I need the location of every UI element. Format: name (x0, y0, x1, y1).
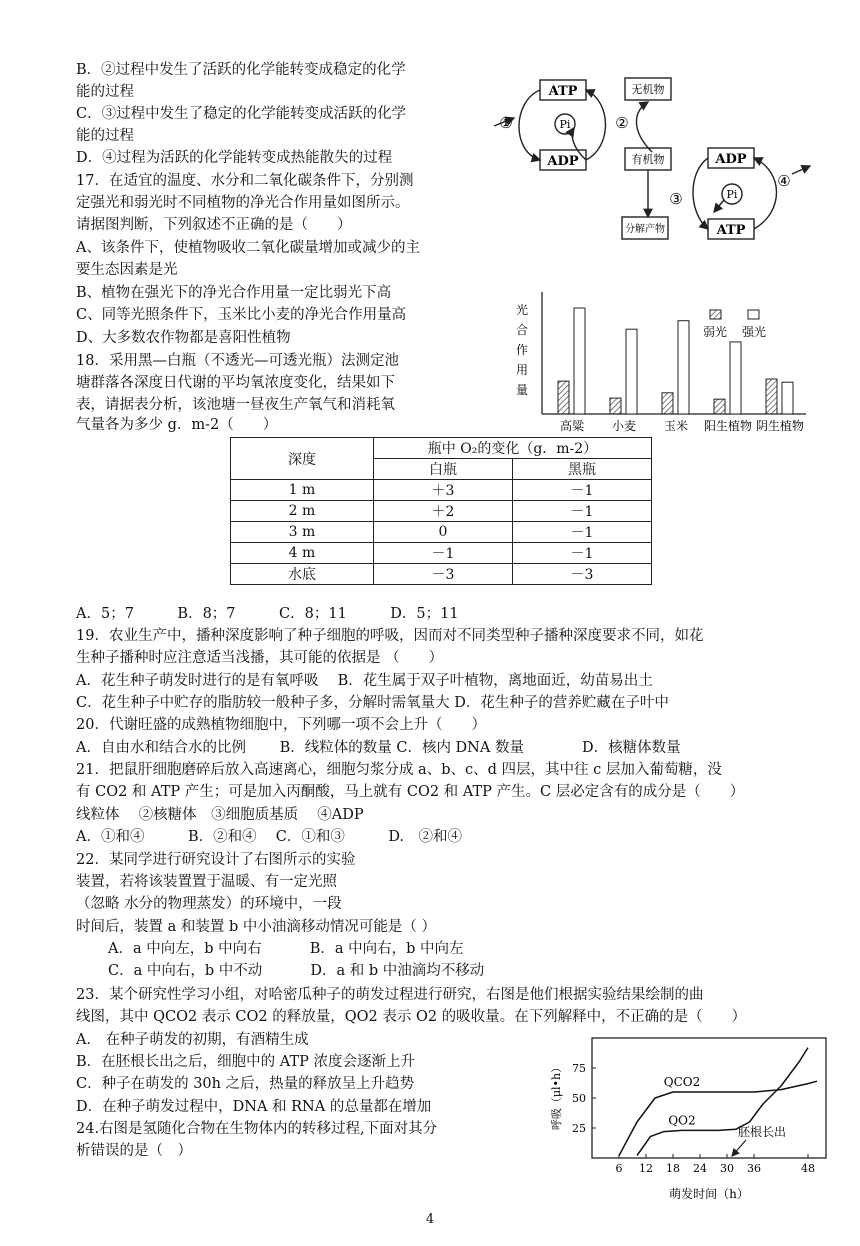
q17-stem-line3: 请据图判断，下列叙述不正确的是（ ） (76, 217, 352, 233)
q16-option-b-line1: B．②过程中发生了活跃的化学能转变成稳定的化学 (76, 62, 406, 78)
q16-option-c-line2: 能的过程 (76, 128, 134, 144)
q19-options-ab: A．花生种子萌发时进行的是有氧呼吸 B．花生属于双子叶植物，离地面近，幼苗易出土 (76, 673, 653, 689)
table-header-change: 瓶中 O₂的变化（g．m-2） (374, 438, 652, 459)
q23-option-d: D．在种子萌发过程中，DNA 和 RNA 的总量都在增加 (76, 1099, 432, 1115)
photosynthesis-bar-chart (510, 290, 810, 438)
bar-strong-0 (574, 308, 585, 414)
bar-weak-0 (558, 381, 569, 414)
process-2-label: ② (615, 114, 629, 132)
x-tick-label: 24 (693, 1162, 707, 1175)
adp-label-right: ADP (715, 152, 747, 167)
bar-y-axis-label-char: 量 (515, 383, 529, 397)
respiration-line-chart (548, 1034, 838, 1206)
q20-stem: 20．代谢旺盛的成熟植物细胞中，下列哪一项不会上升（ ） (76, 717, 486, 733)
q22-stem-line4: 时间后，装置 a 和装置 b 中小油滴移动情况可能是（ ） (76, 919, 436, 935)
q17-stem-line1: 17．在适宜的温度、水分和二氧化碳条件下，分别测 (76, 173, 414, 189)
bar-category-label: 玉米 (663, 419, 689, 433)
table-row (231, 480, 652, 501)
table-row (231, 522, 652, 543)
legend-weak-swatch (710, 310, 721, 319)
table-row (231, 543, 652, 564)
bar-y-axis-label-char: 合 (515, 323, 529, 337)
q23-stem-line1: 23．某个研究性学习小组，对哈密瓜种子的萌发过程进行研究，右图是他们根据实验结果绘制的曲 (76, 987, 704, 1003)
bar-weak-1 (610, 398, 621, 414)
oxygen-table (230, 437, 652, 585)
q21-stem-line1: 21．把鼠肝细胞磨碎后放入高速离心，细胞匀浆分成 a、b、c、d 四层，其中往 c 层加入葡萄糖，没 (76, 762, 722, 778)
x-tick-label: 12 (639, 1162, 653, 1175)
q23-option-b: B．在胚根长出之后，细胞中的 ATP 浓度会逐渐上升 (76, 1054, 415, 1070)
annotation-arrow (732, 1140, 746, 1156)
series-label-qo2: QO2 (668, 1113, 696, 1128)
q19-options-cd: C．花生种子中贮存的脂肪较一般种子多，分解时需氧量大 D．花生种子的营养贮藏在子叶中 (76, 695, 669, 711)
process-1-label: ① (499, 114, 513, 132)
cell-white: －1 (374, 543, 513, 564)
table-row (231, 501, 652, 522)
cell-depth: 4 m (231, 543, 374, 564)
y-tick-label: 25 (572, 1122, 586, 1135)
inorganic-label: 无机物 (631, 83, 665, 96)
table-header-white: 白瓶 (374, 459, 513, 480)
cell-white: －3 (374, 564, 513, 585)
q17-option-d: D、大多数农作物都是喜阳性植物 (76, 330, 291, 346)
atp-label-top: ATP (548, 84, 578, 99)
bar-y-axis-label-char: 作 (515, 343, 529, 357)
pi-label-right: Pi (726, 188, 738, 201)
q23-stem-line2: 线图，其中 QCO2 表示 CO2 的释放量，QO2 表示 O2 的吸收量。在下列解释中，不正确的是（ ） (76, 1009, 747, 1025)
y-tick-label: 50 (572, 1092, 586, 1105)
table-row (231, 564, 652, 585)
q21-stem-line2: 有 CO2 和 ATP 产生；可是加入丙酮酸，马上就有 CO2 和 ATP 产生。C 层必定含有的成分是（ ） (76, 784, 745, 800)
q17-option-b: B、植物在强光下的净光合作用量一定比弱光下高 (76, 285, 392, 301)
page-number: 4 (425, 1212, 435, 1227)
q24-stem-line2: 析错误的是（ ） (76, 1143, 192, 1159)
cell-black: －3 (513, 564, 652, 585)
annotation-radicle: 胚根长出 (738, 1125, 787, 1139)
line-x-axis-label: 萌发时间（h） (669, 1187, 749, 1201)
q22-options-cd: C．a 中向右，b 中不动 D．a 和 b 中油滴均不移动 (108, 963, 485, 979)
q19-stem-line1: 19．农业生产中，播种深度影响了种子细胞的呼吸，因而对不同类型种子播种深度要求不同，如花 (76, 628, 704, 644)
q23-option-a: A． 在种子萌发的初期，有酒精生成 (76, 1032, 309, 1048)
cell-black: －1 (513, 480, 652, 501)
q18-stem-line1: 18．采用黑—白瓶（不透光—可透光瓶）法测定池 (76, 353, 399, 369)
q18-stem-line3: 表，请据表分析，该池塘一昼夜生产氧气和消耗氧 (76, 397, 395, 413)
legend-strong-swatch (748, 310, 759, 319)
q16-option-b-line2: 能的过程 (76, 84, 134, 100)
table-header-black: 黑瓶 (513, 459, 652, 480)
q18-options: A．5；7 B．8；7 C．8；11 D．5；11 (76, 606, 459, 622)
x-tick-label: 36 (747, 1162, 761, 1175)
atp-label-right: ATP (716, 223, 746, 238)
series-label-qco2: QCO2 (663, 1075, 701, 1089)
q18-stem-line2: 塘群落各深度日代谢的平均氧浓度变化，结果如下 (76, 375, 395, 391)
organic-label: 有机物 (631, 153, 665, 166)
q17-stem-line2: 定强光和弱光时不同植物的净光合作用量如图所示。 (76, 195, 410, 211)
legend-weak-label: 弱光 (702, 325, 728, 339)
line-y-axis-label: 呼吸（μl•h） (550, 1061, 563, 1131)
q19-stem-line2: 生种子播种时应注意适当浅播，其可能的依据是 （ ） (76, 650, 444, 666)
q17-option-a-line1: A、该条件下，使植物吸收二氧化碳量增加或减少的主 (76, 240, 420, 256)
bar-strong-2 (678, 321, 689, 414)
bar-strong-3 (730, 342, 741, 414)
atp-cycle-diagram (492, 62, 812, 252)
cell-white: ＋3 (374, 480, 513, 501)
q22-stem-line2: 装置，若将该装置置于温暖、有一定光照 (76, 874, 337, 890)
cell-black: －1 (513, 522, 652, 543)
q18-stem-line4: 气量各为多少 g．m-2（ ） (76, 417, 278, 433)
bar-y-axis-label-char: 光 (515, 303, 529, 317)
x-tick-label: 30 (720, 1162, 734, 1175)
q17-option-a-line2: 要生态因素是光 (76, 262, 178, 278)
q21-options: A．①和④ B．②和④ C．①和③ D. ②和④ (76, 829, 463, 845)
bar-category-label: 小麦 (611, 419, 637, 433)
q21-items: 线粒体 ②核糖体 ③细胞质基质 ④ADP (76, 807, 364, 823)
cell-black: －1 (513, 543, 652, 564)
series-line-0 (619, 1081, 817, 1155)
bar-category-label: 阴生植物 (755, 419, 805, 433)
legend-strong-label: 强光 (741, 325, 767, 339)
q22-stem-line3: （忽略 水分的物理蒸发）的环境中，一段 (76, 896, 342, 912)
bar-weak-3 (714, 399, 725, 414)
q16-option-c-line1: C．③过程中发生了稳定的化学能转变成活跃的化学 (76, 106, 407, 122)
bar-strong-4 (782, 382, 793, 414)
cell-black: －1 (513, 501, 652, 522)
q22-stem-line1: 22．某同学进行研究设计了右图所示的实验 (76, 852, 356, 868)
cell-depth: 2 m (231, 501, 374, 522)
q23-option-c: C．种子在萌发的 30h 之后，热量的释放呈上升趋势 (76, 1076, 415, 1092)
q24-stem-line1: 24.右图是氢随化合物在生物体内的转移过程,下面对其分 (76, 1121, 438, 1137)
bar-strong-1 (626, 329, 637, 414)
bar-weak-4 (766, 379, 777, 414)
process-3-label: ③ (669, 190, 683, 208)
bar-weak-2 (662, 393, 673, 414)
q16-option-d: D．④过程为活跃的化学能转变成热能散失的过程 (76, 150, 393, 166)
q20-options: A．自由水和结合水的比例 B．线粒体的数量 C．核内 DNA 数量 D．核糖体数量 (76, 740, 681, 756)
table-header-depth: 深度 (231, 438, 374, 480)
products-label: 分解产物 (625, 224, 665, 235)
bar-y-axis-label-char: 用 (515, 363, 529, 377)
cell-white: ＋2 (374, 501, 513, 522)
y-tick-label: 75 (572, 1062, 586, 1075)
cell-depth: 1 m (231, 480, 374, 501)
bar-category-label: 高粱 (559, 419, 585, 433)
bar-y-axis-label (516, 302, 528, 397)
q22-options-ab: A．a 中向左，b 中向右 B．a 中向右，b 中向左 (108, 941, 464, 957)
pi-label-left: Pi (559, 118, 571, 131)
x-tick-label: 48 (801, 1162, 815, 1175)
cell-white: 0 (374, 522, 513, 543)
x-tick-label: 18 (666, 1162, 680, 1175)
adp-label-left: ADP (547, 154, 579, 169)
cell-depth: 水底 (231, 564, 374, 585)
bar-category-label: 阳生植物 (703, 419, 753, 433)
process-4-label: ④ (777, 172, 791, 190)
cell-depth: 3 m (231, 522, 374, 543)
x-tick-label: 6 (615, 1162, 623, 1175)
q17-option-c: C、同等光照条件下，玉米比小麦的净光合作用量高 (76, 307, 407, 323)
series-line-1 (637, 1048, 808, 1156)
